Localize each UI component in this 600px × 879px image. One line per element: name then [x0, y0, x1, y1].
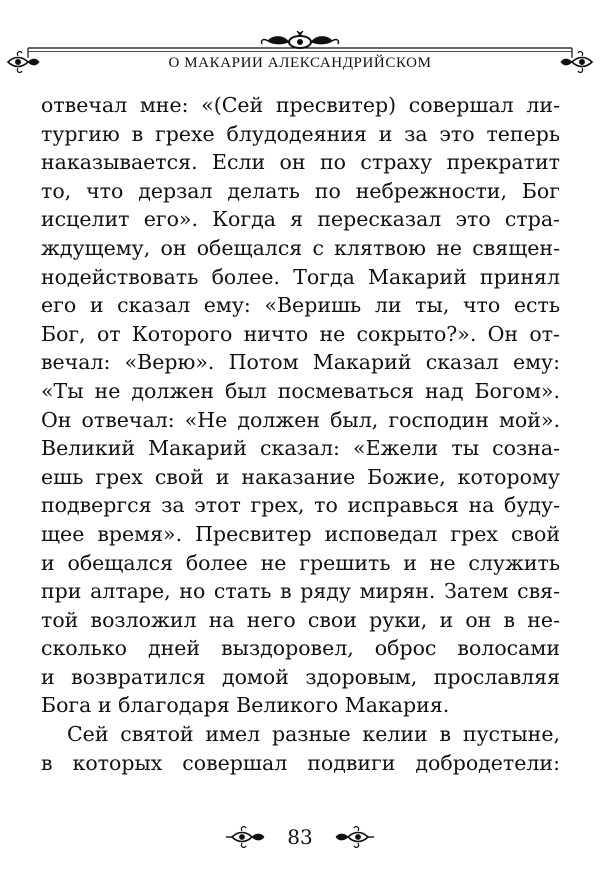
page-number: 83: [287, 825, 313, 849]
text-line-paragraph-end: Бога и благодаря Великого Макария.: [41, 693, 450, 718]
text-line: нодействовать более. Тогда Макарий принял: [41, 264, 560, 289]
text-line: отвечал мне: «(Сей пресвитер) совершал ли-: [41, 93, 560, 117]
text-line: Великий Макарий сказал: «Ежели ты созна-: [41, 436, 560, 461]
text-line: наказывается. Если он по страху прекратит: [41, 150, 560, 175]
text-line: щее время». Пресвитер исповедал грех свой: [41, 521, 560, 546]
running-title: О МАКАРИИ АЛЕКСАНДРИЙСКОМ: [168, 55, 432, 71]
text-line: ешь грех свой и наказание Божие, которому: [41, 464, 560, 489]
text-line: вечал: «Верю». Потом Макарий сказал ему:: [41, 350, 560, 375]
text-line-paragraph-start: Сей святой имел разные келии в пустыне,: [67, 722, 560, 747]
text-line: и возвратился домой здоровым, прославляя: [41, 664, 560, 689]
text-line: в которых совершал подвиги добродетели:: [41, 750, 560, 775]
text-line: тургию в грехе блудодеяния и за это теперь: [41, 121, 560, 146]
text-line: «Ты не должен был посмеваться над Богом».: [41, 378, 560, 403]
text-line: его и сказал ему: «Веришь ли ты, что есть: [41, 293, 560, 318]
text-line: сколько дней выздоровел, оброс волосами: [41, 636, 560, 661]
text-line: и обещался более не грешить и не служить: [41, 550, 560, 575]
running-header: [6, 28, 594, 84]
page-footer: [0, 822, 600, 852]
text-line: подвергся за этот грех, то исправься на буду-: [41, 493, 560, 518]
text-line: той возложил на него свои руки, и он в не-: [41, 607, 560, 632]
text-line: Он отвечал: «Не должен был, господин мой».: [41, 407, 560, 432]
text-line: то, что дерзал делать по небрежности, Бог: [41, 178, 560, 203]
text-line: исцелит его». Когда я пересказал это стра-: [41, 207, 560, 232]
text-line: Бог, от Которого ничто не сокрыто?». Он от-: [41, 321, 560, 346]
page-body-text: [41, 91, 560, 777]
text-line: ждущему, он обещался с клятвою не священ-: [41, 235, 560, 260]
text-line: при алтаре, но стать в ряду мирян. Затем свя-: [41, 579, 560, 604]
fleuron-ornament-icon: [261, 31, 338, 48]
